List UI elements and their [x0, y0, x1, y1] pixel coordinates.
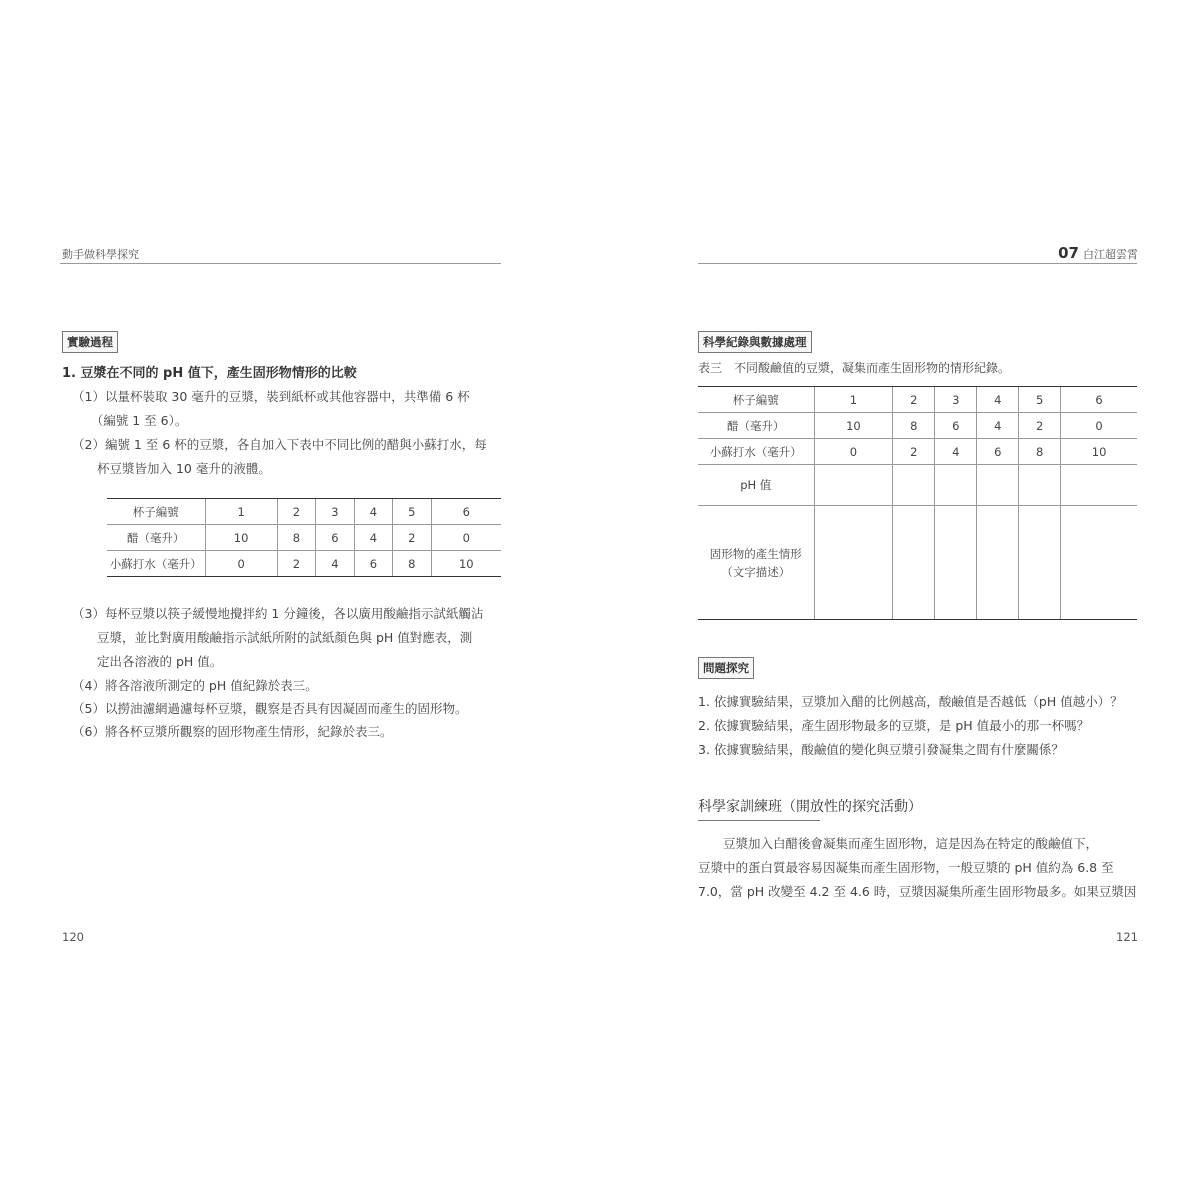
- solids-sublabel: （文字描述）: [721, 564, 791, 579]
- step-1-line-1: （1）以量杯裝取 30 毫升的豆漿，裝到紙杯或其他容器中，共準備 6 杯: [72, 389, 470, 404]
- blank-cell: [1019, 506, 1061, 620]
- table-cell: 杯子編號: [698, 387, 814, 413]
- paragraph-line-1: 豆漿加入白醋後會凝集而產生固形物，這是因為在特定的酸鹼值下，: [698, 836, 1099, 851]
- table-cell: 3: [935, 387, 977, 413]
- record-table: [698, 386, 1137, 620]
- step-5: （5）以撈油濾網過濾每杯豆漿，觀察是否具有因凝固而產生的固形物。: [72, 701, 468, 716]
- table-cell: 8: [393, 551, 431, 577]
- blank-cell: [1019, 465, 1061, 506]
- blank-cell: [1061, 506, 1137, 620]
- step-2-line-2: 杯豆漿皆加入 10 毫升的液體。: [72, 461, 271, 476]
- right-page: [600, 0, 1200, 1200]
- question-3: 3. 依據實驗結果，酸鹼值的變化與豆漿引發凝集之間有什麼關係？: [698, 742, 1064, 757]
- step-2-line-1: （2）編號 1 至 6 杯的豆漿，各自加入下表中不同比例的醋與小蘇打水，每: [72, 437, 487, 452]
- table-cell: 1: [205, 499, 277, 525]
- table-cell: 8: [893, 413, 935, 439]
- table-cell: 10: [431, 551, 501, 577]
- table-cell: 10: [814, 413, 893, 439]
- table-cell: 小蘇打水（毫升）: [698, 439, 814, 465]
- table-cell: 5: [393, 499, 431, 525]
- table-cell: 6: [354, 551, 392, 577]
- table-row: [107, 499, 501, 525]
- blank-cell: [935, 465, 977, 506]
- table-cell: 0: [814, 439, 893, 465]
- chapter-number: 07: [1058, 244, 1079, 262]
- ph-label-cell: pH 值: [698, 465, 814, 506]
- table-cell: 1: [814, 387, 893, 413]
- question-1: 1. 依據實驗結果，豆漿加入醋的比例越高，酸鹼值是否越低（pH 值越小）？: [698, 694, 1123, 709]
- step-6: （6）將各杯豆漿所觀察的固形物產生情形，紀錄於表三。: [72, 724, 393, 739]
- step-3-line-1: （3）每杯豆漿以筷子緩慢地攪拌約 1 分鐘後，各以廣用酸鹼指示試紙觸沾: [72, 606, 484, 621]
- blank-cell: [977, 465, 1019, 506]
- blank-cell: [814, 506, 893, 620]
- question-2: 2. 依據實驗結果，產生固形物最多的豆漿，是 pH 值最小的那一杯嗎？: [698, 718, 1090, 733]
- table-cell: 6: [1061, 387, 1137, 413]
- table-cell: 6: [977, 439, 1019, 465]
- blank-cell: [977, 506, 1019, 620]
- table-cell: 2: [277, 551, 315, 577]
- blank-cell: [893, 465, 935, 506]
- running-head-right: [1058, 244, 1138, 262]
- table-cell: 2: [277, 499, 315, 525]
- header-rule-right: [698, 263, 1137, 264]
- table-cell: 2: [893, 439, 935, 465]
- table-cell: 4: [977, 413, 1019, 439]
- table-cell: 6: [431, 499, 501, 525]
- table-cell: 4: [977, 387, 1019, 413]
- table-cell: 10: [205, 525, 277, 551]
- table-cell: 8: [1019, 439, 1061, 465]
- table-row-ph: [698, 465, 1137, 506]
- step-1-line-2: （編號 1 至 6）。: [72, 413, 188, 428]
- table-cell: 醋（毫升）: [698, 413, 814, 439]
- table-cell: 4: [354, 525, 392, 551]
- page-number-left: 120: [62, 930, 84, 944]
- trainer-heading-underline: [698, 820, 820, 821]
- solids-label: 固形物的產生情形: [709, 546, 802, 561]
- table-cell: 4: [935, 439, 977, 465]
- chapter-title: 白江超雲霄: [1083, 248, 1138, 261]
- table-cell: 0: [205, 551, 277, 577]
- header-rule-left: [60, 263, 501, 264]
- section-label-procedure: 實驗過程: [62, 331, 118, 353]
- table-cell: 2: [893, 387, 935, 413]
- step-3-line-3: 定出各溶液的 pH 值。: [72, 654, 223, 669]
- table-cell: 0: [1061, 413, 1137, 439]
- table-cell: 0: [431, 525, 501, 551]
- trainer-heading: 科學家訓練班（開放性的探究活動）: [698, 799, 922, 815]
- table-cell: 3: [316, 499, 354, 525]
- procedure-heading: 1. 豆漿在不同的 pH 值下，產生固形物情形的比較: [62, 366, 357, 381]
- section-label-questions: 問題探究: [698, 657, 754, 679]
- page-number-right: 121: [1116, 930, 1138, 944]
- table-cell: 6: [316, 525, 354, 551]
- table-cell: 6: [935, 413, 977, 439]
- step-3-line-2: 豆漿，並比對廣用酸鹼指示試紙所附的試紙顏色與 pH 值對應表，測: [72, 630, 473, 645]
- table-cell: 8: [277, 525, 315, 551]
- section-label-records: 科學紀錄與數據處理: [698, 331, 812, 353]
- table-row: [698, 387, 1137, 413]
- left-mix-table: [107, 498, 501, 577]
- running-head-left: 動手做科學探究: [62, 248, 139, 261]
- blank-cell: [935, 506, 977, 620]
- table-row: [698, 413, 1137, 439]
- paragraph-line-3: 7.0，當 pH 改變至 4.2 至 4.6 時，豆漿因凝集所產生固形物最多。如果豆漿因: [698, 884, 1137, 899]
- table-row: [107, 525, 501, 551]
- table-cell: 4: [354, 499, 392, 525]
- blank-cell: [814, 465, 893, 506]
- table-cell: 5: [1019, 387, 1061, 413]
- table-row: [107, 551, 501, 577]
- blank-cell: [1061, 465, 1137, 506]
- table-cell: 杯子編號: [107, 499, 205, 525]
- table-cell: 2: [1019, 413, 1061, 439]
- table-row: [698, 439, 1137, 465]
- table-cell: 醋（毫升）: [107, 525, 205, 551]
- table-caption: 表三 不同酸鹼值的豆漿，凝集而產生固形物的情形紀錄。: [698, 361, 1011, 375]
- table-cell: 小蘇打水（毫升）: [107, 551, 205, 577]
- table-cell: 10: [1061, 439, 1137, 465]
- solids-label-cell: [698, 506, 814, 620]
- paragraph-line-2: 豆漿中的蛋白質最容易因凝集而產生固形物，一般豆漿的 pH 值約為 6.8 至: [698, 860, 1114, 875]
- table-cell: 2: [393, 525, 431, 551]
- step-4: （4）將各溶液所測定的 pH 值紀錄於表三。: [72, 678, 318, 693]
- table-cell: 4: [316, 551, 354, 577]
- blank-cell: [893, 506, 935, 620]
- table-row-solids: [698, 506, 1137, 620]
